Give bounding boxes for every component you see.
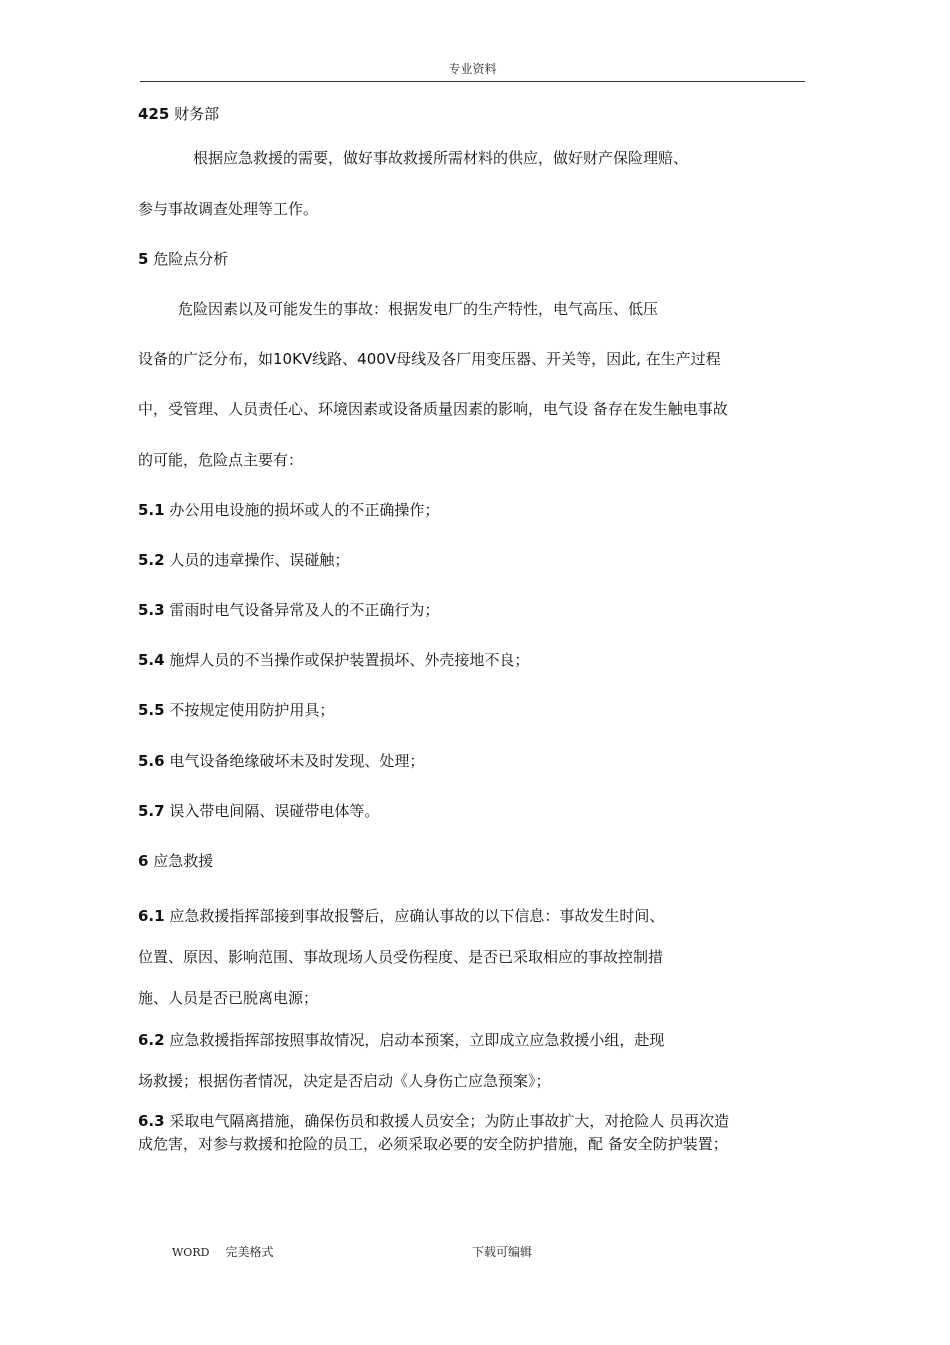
line-text: 中，受管理、人员责任心、环境因素或设备质量因素的影响，电气设 备存在发生触电事故 [138, 400, 728, 418]
line-text: 不按规定使用防护用具； [169, 701, 335, 719]
item-number: 5.7 [138, 802, 165, 820]
heading-risk-analysis [138, 249, 228, 269]
footer-format: 完美格式 [225, 1245, 274, 1259]
line-text: 人员的违章操作、误碰触； [169, 551, 350, 569]
item-number: 5.2 [138, 551, 165, 569]
section-number: 425 [138, 105, 170, 123]
item-number: 6.3 [138, 1112, 165, 1130]
paragraph-line [138, 349, 721, 369]
line-text: 场救援；根据伤者情况，决定是否启动《人身伤亡应急预案》； [138, 1072, 551, 1090]
list-item [138, 1030, 664, 1050]
list-item [138, 801, 379, 821]
line-text: 施、人员是否已脱离电源； [138, 989, 319, 1007]
item-number: 5.3 [138, 601, 165, 619]
line-text: 位置、原因、影响范围、事故现场人员受伤程度、是否已采取相应的事故控制措 [138, 948, 664, 966]
section-number: 6 [138, 852, 149, 870]
line-text: 误入带电间隔、误碰带电体等。 [169, 802, 380, 820]
paragraph-line [138, 199, 318, 219]
line-text: 成危害，对参与救援和抢险的员工，必须采取必要的安全防护措施，配 备安全防护装置； [138, 1135, 728, 1153]
line-text: 雷雨时电气设备异常及人的不正确行为； [169, 601, 440, 619]
line-text: 办公用电设施的损坏或人的不正确操作； [169, 501, 440, 519]
line-text: 参与事故调查处理等工作。 [138, 200, 319, 218]
list-item [138, 500, 439, 520]
list-item [138, 700, 334, 720]
line-text: 财务部 [174, 105, 220, 123]
paragraph-line [138, 1071, 551, 1091]
item-number: 5.5 [138, 701, 165, 719]
section-number: 5 [138, 250, 149, 268]
page-header-title: 专业资料 [448, 62, 497, 76]
line-text: 危险因素以及可能发生的事故：根据发电厂的生产特性，电气高压、低压 [178, 300, 659, 318]
footer-editable: 下载可编辑 [472, 1245, 533, 1259]
line-text: 危险点分析 [153, 250, 229, 268]
list-item [138, 550, 349, 570]
list-item [138, 1111, 729, 1131]
paragraph-line [193, 148, 688, 168]
paragraph-line [138, 450, 303, 470]
list-item [138, 906, 664, 926]
paragraph-line [138, 988, 318, 1008]
line-text: 的可能，危险点主要有： [138, 451, 304, 469]
line-text: 采取电气隔离措施，确保伤员和救援人员安全；为防止事故扩大，对抢险人 员再次造 [169, 1112, 730, 1130]
line-text: 设备的广泛分布，如10KV线路、400V母线及各厂用变压器、开关等，因此, 在生产过程 [138, 350, 721, 368]
line-text: 应急救援 [153, 852, 214, 870]
item-number: 5.6 [138, 752, 165, 770]
heading-emergency-rescue [138, 851, 213, 871]
list-item [138, 751, 424, 771]
line-text: 应急救援指挥部接到事故报警后，应确认事故的以下信息：事故发生时间、 [169, 907, 665, 925]
list-item [138, 600, 439, 620]
paragraph-line [138, 1134, 728, 1154]
line-text: 应急救援指挥部按照事故情况，启动本预案，立即成立应急救援小组，赴现 [169, 1031, 665, 1049]
item-number: 5.1 [138, 501, 165, 519]
item-number: 6.1 [138, 907, 165, 925]
paragraph-line [178, 299, 658, 319]
line-text: 根据应急救援的需要，做好事故救援所需材料的供应，做好财产保险理赔、 [193, 149, 689, 167]
footer-word: WORD [172, 1246, 210, 1259]
list-item [138, 650, 529, 670]
heading-finance [138, 104, 219, 124]
line-text: 施焊人员的不当操作或保护装置损坏、外壳接地不良； [169, 651, 530, 669]
paragraph-line [138, 947, 663, 967]
footer-left [172, 1243, 273, 1260]
line-text: 电气设备绝缘破坏未及时发现、处理； [169, 752, 425, 770]
header-divider [140, 81, 805, 82]
item-number: 6.2 [138, 1031, 165, 1049]
item-number: 5.4 [138, 651, 165, 669]
paragraph-line [138, 399, 728, 419]
